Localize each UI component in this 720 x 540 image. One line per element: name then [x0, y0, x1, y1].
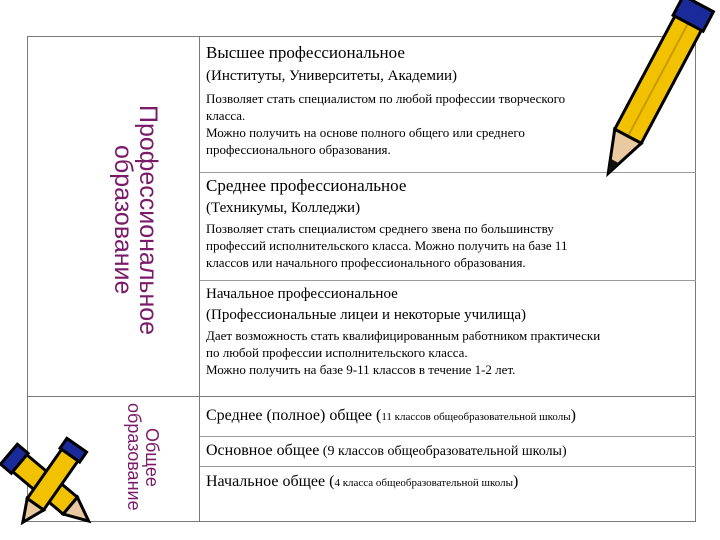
block-line: Дает возможность стать квалифицированным работником практически [206, 328, 601, 343]
general-row-paren: ) [570, 407, 576, 424]
general-row-paren: ( [325, 473, 335, 490]
general-row-paren: ( [319, 444, 328, 459]
block-line: по любой профессии исполнительского класса. [206, 345, 468, 360]
pencils-icon [0, 430, 110, 540]
general-row-note: 9 классов общеобразовательной школы [327, 444, 562, 459]
general-row [206, 441, 692, 462]
block-subtitle: (Профессиональные лицеи и некоторые училища) [206, 307, 526, 323]
side-label-professional: Профессиональное образование [109, 104, 162, 336]
block-subtitle: (Техникумы, Колледжи) [206, 200, 361, 216]
block-subtitle: (Институты, Университеты, Академии) [206, 68, 458, 84]
general-row-paren: ) [513, 473, 519, 490]
general-row-note: 4 класса общеобразовательной школы [334, 477, 513, 489]
block-title: Высшее профессиональное [206, 43, 405, 62]
section-divider [27, 396, 696, 397]
block-line: профессионального образования. [206, 142, 391, 157]
block-line: Позволяет стать специалистом по любой профессии творческого [206, 91, 566, 106]
block-initial [206, 284, 692, 378]
pencil-icon [570, 0, 720, 200]
block-line: Позволяет стать специалистом среднего звена по большинству [206, 221, 554, 236]
block-line: классов или начального профессионального образования. [206, 255, 526, 270]
block-line: Можно получить на основе полного общего или среднего [206, 125, 525, 140]
general-row [206, 472, 692, 493]
block-line: Можно получить на базе 9-11 классов в течение 1-2 лет. [206, 362, 516, 377]
general-row-title: Основное общее [206, 442, 320, 459]
block-line: класса. [206, 108, 246, 123]
general-row-paren: ( [371, 407, 382, 424]
general-row-paren: ) [561, 444, 567, 459]
row-divider [200, 466, 696, 467]
general-row-title: Среднее (полное) общее [206, 407, 372, 424]
column-divider [199, 36, 200, 522]
row-divider [200, 436, 696, 437]
row-divider [200, 280, 696, 281]
block-title: Среднее профессиональное [206, 176, 407, 195]
general-row-note: 11 классов общеобразовательной школы [381, 411, 571, 423]
general-row-title: Начальное общее [206, 473, 326, 490]
block-line: профессий исполнительского класса. Можно получить на базе 11 [206, 238, 568, 253]
side-label-general: Общее образование [124, 403, 162, 511]
general-row [206, 406, 692, 427]
block-title: Начальное профессиональное [206, 286, 398, 302]
